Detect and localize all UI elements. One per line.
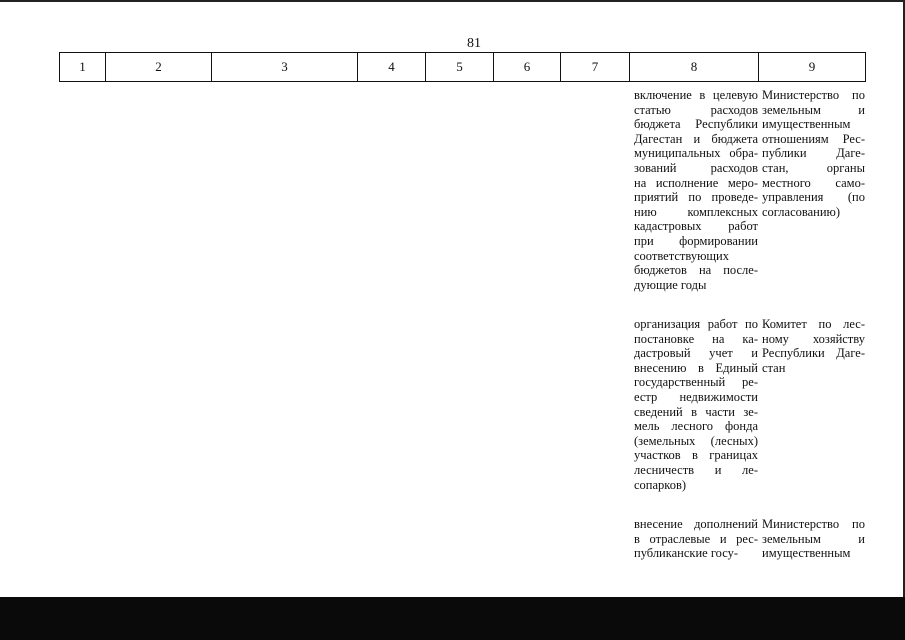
column-header-4: 4 [358, 53, 426, 82]
text-line: местного само- [762, 175, 865, 190]
text-line: Дагестан и бюджета [634, 131, 758, 146]
text-line: постановке на ка- [634, 331, 758, 346]
page-number: 81 [467, 36, 481, 51]
text-line: бюджетов на после- [634, 263, 758, 278]
text-line: кадастровых работ [634, 219, 758, 234]
text-line: сведений в части зе- [634, 404, 758, 419]
text-line: Министерство по [762, 517, 865, 531]
measure-text-2 [634, 317, 758, 492]
text-line: муниципальных обра- [634, 146, 758, 161]
scan-bottom-bar [0, 597, 905, 640]
text-line: имущественным [762, 117, 851, 132]
text-line: отношениям Рес- [762, 131, 865, 146]
column-number-header [59, 52, 866, 82]
column-header-1: 1 [60, 53, 106, 82]
column-header-8: 8 [630, 53, 759, 82]
column-header-7: 7 [561, 53, 630, 82]
column-header-5: 5 [426, 53, 494, 82]
text-line: публики Даге- [762, 146, 865, 161]
text-line: нию комплексных [634, 204, 758, 219]
text-line: государственный ре- [634, 375, 758, 390]
text-line: Комитет по лес- [762, 317, 865, 331]
text-line: участков в границах [634, 448, 758, 463]
executor-text-2 [762, 317, 865, 375]
text-line: Республики Даге- [762, 346, 865, 361]
text-line: приятий по проведе- [634, 190, 758, 205]
executor-text-3 [762, 517, 865, 561]
text-line: внесение дополнений [634, 517, 758, 531]
text-line: публиканские госу- [634, 546, 739, 561]
text-line: дастровый учет и [634, 346, 758, 361]
column-header-3: 3 [212, 53, 358, 82]
text-line: имущественным [762, 546, 851, 561]
text-line: естр недвижимости [634, 389, 758, 404]
text-line: статью расходов [634, 102, 758, 117]
text-line: стан, органы [762, 160, 865, 175]
text-line: в отраслевые и рес- [634, 531, 758, 546]
measure-text-3 [634, 517, 758, 561]
text-line: (земельных (лесных) [634, 433, 758, 448]
scan-top-edge [0, 0, 905, 2]
text-line: ному хозяйству [762, 331, 865, 346]
text-line: соответствующих [634, 248, 729, 263]
text-line: согласованию) [762, 204, 841, 219]
text-line: мель лесного фонда [634, 419, 758, 434]
text-line: организация работ по [634, 317, 758, 331]
text-line: земельным и [762, 531, 865, 546]
text-line: при формировании [634, 233, 758, 248]
column-header-2: 2 [106, 53, 212, 82]
text-line: лесничеств и ле- [634, 462, 758, 477]
header-row [60, 53, 866, 82]
executor-text-1 [762, 88, 865, 219]
text-line: на исполнение меро- [634, 175, 758, 190]
text-line: дующие годы [634, 277, 707, 292]
text-line: стан [762, 360, 786, 375]
text-line: управления (по [762, 190, 865, 205]
text-line: зований расходов [634, 160, 758, 175]
text-line: внесению в Единый [634, 360, 758, 375]
text-line: включение в целевую [634, 88, 758, 102]
column-header-9: 9 [759, 53, 866, 82]
text-line: земельным и [762, 102, 865, 117]
measure-text-1 [634, 88, 758, 292]
column-header-6: 6 [494, 53, 561, 82]
text-line: Министерство по [762, 88, 865, 102]
text-line: бюджета Республики [634, 117, 758, 132]
text-line: сопарков) [634, 477, 687, 492]
